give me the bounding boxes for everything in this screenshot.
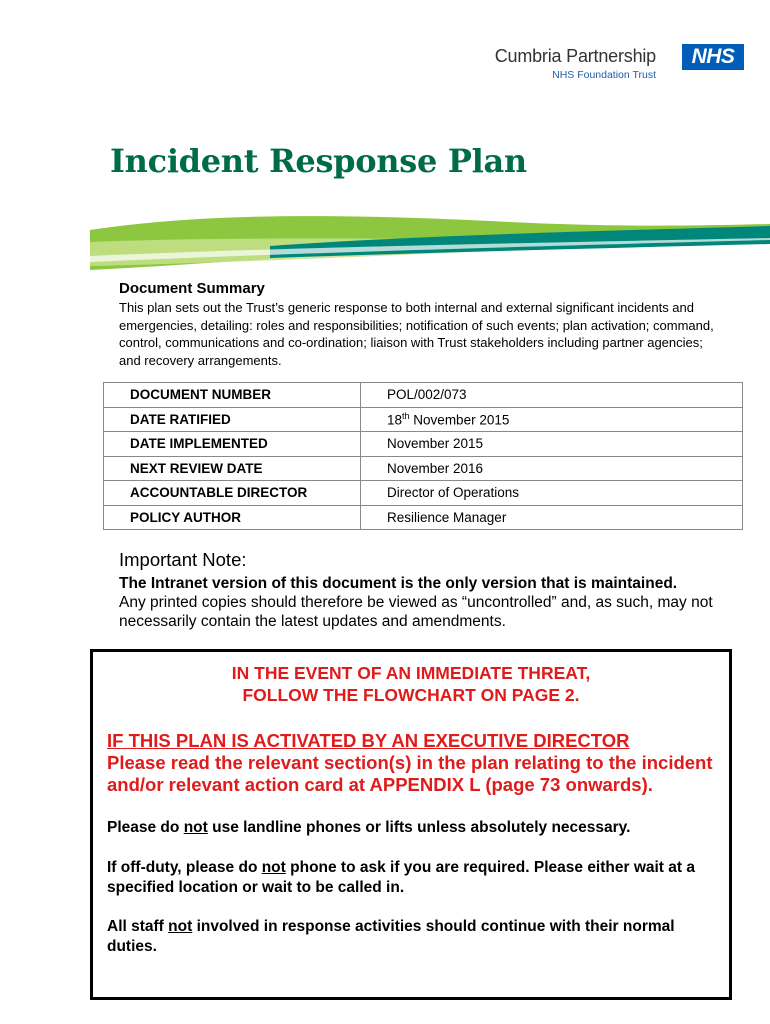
note-text: Any printed copies should therefore be viewed as “uncontrolled” and, as such, may not necessarily contain the latest updates and amendments.: [119, 594, 713, 630]
table-row: [104, 407, 743, 432]
row-value: [361, 407, 743, 432]
date-day: 18: [387, 412, 403, 428]
text-segment: phone to ask if you are required. Please either wait at a specified location or wait to be called in.: [107, 859, 695, 896]
document-title: Incident Response Plan: [110, 142, 527, 180]
immediate-threat-notice: [93, 662, 729, 706]
row-value: Resilience Manager: [361, 505, 743, 530]
emergency-alert-box: [90, 649, 732, 1000]
text-segment: All staff: [107, 918, 169, 935]
staff-duties-instruction: [107, 917, 722, 957]
emphasis-not: not: [168, 918, 193, 935]
document-details-table: [103, 382, 743, 530]
logo-subtitle: NHS Foundation Trust: [552, 69, 656, 81]
emphasis-not: not: [261, 859, 286, 876]
table-row: [104, 505, 743, 530]
date-ordinal: th: [402, 411, 410, 421]
activation-instructions: Please read the relevant section(s) in the plan relating to the incident and/or relevant action card at APPENDIX L (page 73 onwards).: [107, 752, 713, 795]
off-duty-instruction: [107, 858, 722, 898]
summary-heading: Document Summary: [119, 280, 265, 297]
row-key: DOCUMENT NUMBER: [104, 383, 361, 408]
document-summary: [119, 280, 719, 369]
row-key: NEXT REVIEW DATE: [104, 456, 361, 481]
logo-trust-name: Cumbria Partnership: [494, 46, 656, 66]
threat-line-1: IN THE EVENT OF AN IMMEDIATE THREAT,: [231, 663, 591, 683]
summary-text: This plan sets out the Trust’s generic response to both internal and external significant incidents and emergencies, detailing: roles and responsibilities; notification of such events; plan activation; command, control, communications and co-ordination; liaison with Trust stakeholders including partner agencies; and recovery arrangements.: [119, 300, 714, 368]
table-row: [104, 456, 743, 481]
row-key: DATE RATIFIED: [104, 407, 361, 432]
emphasis-not: not: [183, 819, 208, 836]
text-segment: If off-duty, please do: [107, 859, 262, 876]
row-value: Director of Operations: [361, 481, 743, 506]
decorative-swoosh-banner: [90, 212, 770, 270]
row-key: DATE IMPLEMENTED: [104, 432, 361, 457]
table-row: [104, 481, 743, 506]
row-value: November 2015: [361, 432, 743, 457]
text-segment: use landline phones or lifts unless absolutely necessary.: [207, 819, 631, 836]
row-key: ACCOUNTABLE DIRECTOR: [104, 481, 361, 506]
text-segment: Please do: [107, 819, 184, 836]
phones-lifts-instruction: [107, 818, 722, 838]
table-row: [104, 432, 743, 457]
row-value: November 2016: [361, 456, 743, 481]
activation-heading: IF THIS PLAN IS ACTIVATED BY AN EXECUTIVE DIRECTOR: [107, 730, 630, 751]
row-key: POLICY AUTHOR: [104, 505, 361, 530]
trust-logo: [494, 42, 744, 86]
text-segment: involved in response activities should continue with their normal duties.: [107, 918, 675, 955]
nhs-logo-box: NHS: [682, 44, 744, 70]
important-note: [119, 548, 759, 631]
threat-line-2: FOLLOW THE FLOWCHART ON PAGE 2.: [242, 685, 580, 705]
table-row: [104, 383, 743, 408]
row-value: POL/002/073: [361, 383, 743, 408]
note-bold-text: The Intranet version of this document is the only version that is maintained.: [119, 575, 678, 592]
note-heading: Important Note:: [119, 549, 247, 570]
date-rest: November 2015: [409, 412, 510, 428]
